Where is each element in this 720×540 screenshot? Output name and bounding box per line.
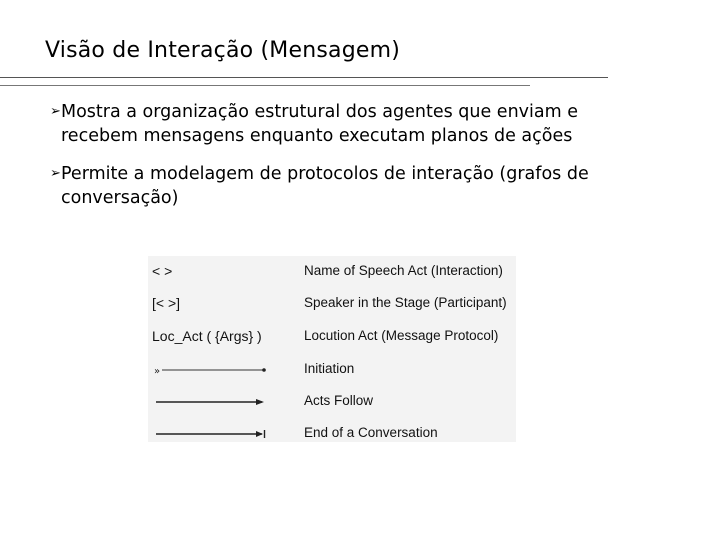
legend-row [148,256,516,288]
arrow-bullet-icon: ➢ [50,104,61,119]
notation-legend [148,256,516,442]
acts-follow-arrow-icon [152,386,292,418]
initiation-arrow-icon [152,354,292,386]
legend-description: Initiation [304,361,355,376]
legend-description: End of a Conversation [304,425,438,440]
slide-title: Visão de Interação (Mensagem) [45,38,401,63]
bullet-list [52,100,702,224]
legend-description: Speaker in the Stage (Participant) [304,295,507,310]
legend-description: Locution Act (Message Protocol) [304,328,499,343]
legend-row [148,418,516,450]
legend-row [148,386,516,418]
bullet-item [52,100,702,148]
title-underline-secondary [0,85,530,86]
legend-row [148,321,516,353]
bullet-text-line: recebem mensagens enquanto executam planos de ações [61,126,573,146]
bullet-text-line: Mostra a organização estrutural dos agentes que enviam e [61,102,578,122]
svg-text:»: » [154,366,161,377]
end-conversation-arrow-icon [152,418,292,450]
arrow-bullet-icon: ➢ [50,166,61,181]
title-underline [0,77,608,78]
legend-row [148,288,516,320]
bullet-text-line: Permite a modelagem de protocolos de interação (grafos de [61,164,589,184]
legend-symbol: [< >] [152,295,181,311]
legend-symbol: Loc_Act ( {Args} ) [152,328,262,344]
legend-description: Acts Follow [304,393,374,408]
legend-description: Name of Speech Act (Interaction) [304,263,503,278]
legend-row [148,354,516,386]
bullet-text-line: conversação) [61,188,179,208]
legend-symbol: < > [152,263,173,279]
bullet-item [52,162,702,210]
